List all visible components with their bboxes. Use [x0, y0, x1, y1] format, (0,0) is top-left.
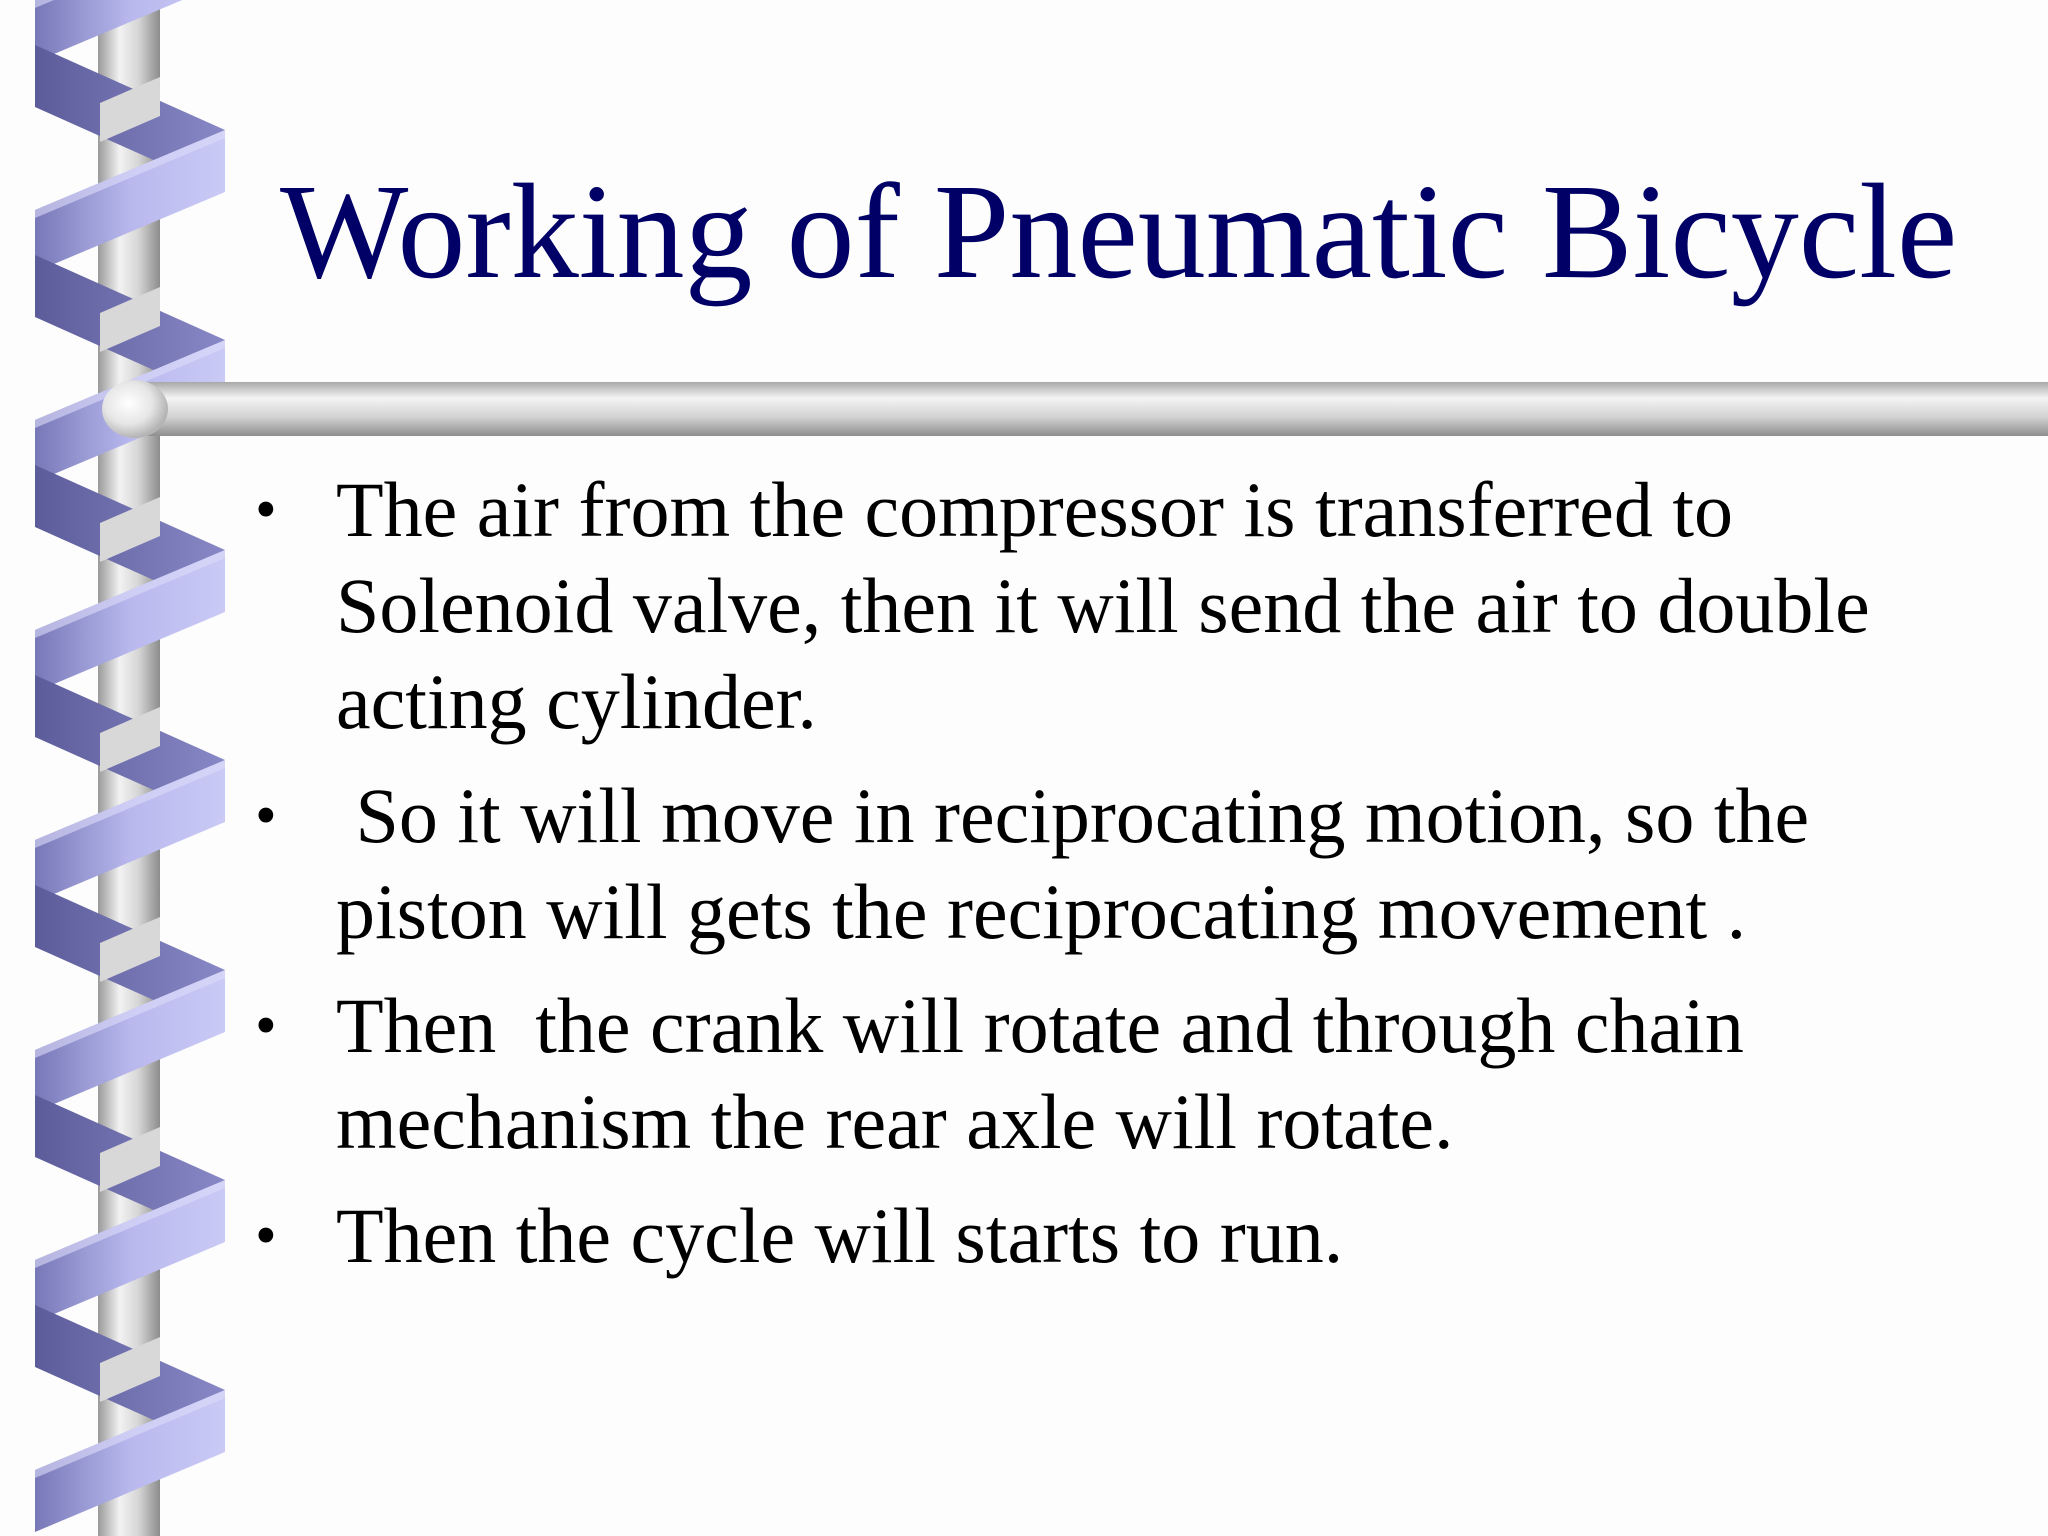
bullet-text: So it will move in reciprocating motion, so the piston will gets the reciprocating movement . [336, 772, 1829, 955]
bullet-text: Then the crank will rotate and through chain mechanism the rear axle will rotate. [336, 982, 1764, 1165]
bullet-item [255, 1188, 1955, 1284]
bullet-dot-icon: • [255, 476, 277, 544]
bullet-dot-icon: • [255, 1202, 277, 1270]
bullet-dot-icon: • [255, 782, 277, 850]
slide-title: Working of Pneumatic Bicycle [280, 157, 1958, 307]
bullet-text: Then the cycle will starts to run. [336, 1192, 1344, 1279]
bullet-list [255, 462, 1955, 1302]
bullet-item [255, 978, 1955, 1170]
bullet-text: The air from the compressor is transferred to Solenoid valve, then it will send the air to double acting cylinder. [336, 466, 1890, 745]
bullet-item [255, 462, 1955, 750]
bar-knob [102, 380, 168, 438]
bullet-dot-icon: • [255, 992, 277, 1060]
bullet-item [255, 768, 1955, 960]
horizontal-bar [128, 382, 2048, 436]
